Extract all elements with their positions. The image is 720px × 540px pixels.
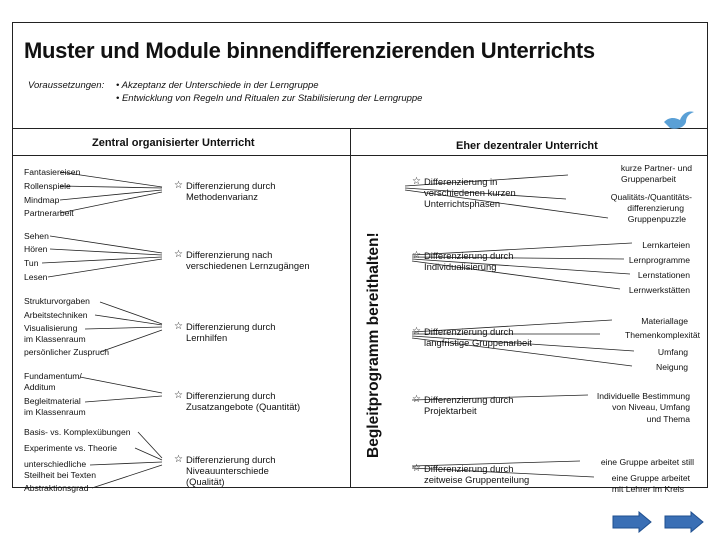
- list-item: Gruppenpuzzle: [627, 214, 686, 224]
- list-item: eine Gruppe arbeitet still: [600, 457, 694, 467]
- list-item: Individuelle Bestimmung: [596, 391, 690, 401]
- list-item: mit Lehrer im Kreis: [611, 484, 684, 494]
- list-item: Experimente vs. Theorie: [24, 443, 117, 453]
- side-note: Begleitprogramm bereithalten!: [365, 232, 382, 458]
- next-arrow-icon[interactable]: [664, 511, 704, 533]
- list-item: Lesen: [24, 272, 48, 282]
- star-icon: ☆: [412, 394, 421, 405]
- list-item: und Thema: [646, 414, 690, 424]
- module-projektarbeit: ☆ Differenzierung durch Projektarbeit: [412, 394, 514, 416]
- star-icon: ☆: [412, 326, 421, 337]
- prerequisite-item: • Entwicklung von Regeln und Ritualen zur Stabilisierung der Lerngruppe: [116, 93, 423, 104]
- module-kurze-phasen: ☆ Differenzierung in verschiedenen kurzen Unterrichtsphasen: [412, 176, 516, 209]
- list-item: Basis- vs. Komplexübungen: [24, 427, 131, 437]
- list-item: im Klassenraum: [24, 334, 86, 344]
- list-item: unterschiedliche: [24, 459, 87, 469]
- star-icon: ☆: [174, 321, 183, 332]
- list-item: Fundamentum/: [24, 371, 82, 381]
- list-item: persönlicher Zuspruch: [24, 347, 110, 357]
- list-item: Hören: [24, 244, 48, 254]
- list-item: Additum: [24, 382, 56, 392]
- list-item: Neigung: [655, 362, 688, 372]
- list-item: differenzierung: [627, 203, 684, 213]
- list-item: Begleitmaterial: [24, 396, 81, 406]
- list-item: Strukturvorgaben: [24, 296, 90, 306]
- star-icon: ☆: [174, 180, 183, 191]
- page-title: Muster und Module binnendifferenzierenden Unterrichts: [24, 38, 595, 63]
- list-item: Arbeitstechniken: [24, 310, 88, 320]
- star-icon: ☆: [412, 463, 421, 474]
- list-item: Fantasiereisen: [24, 167, 81, 177]
- prev-arrow-icon[interactable]: [612, 511, 652, 533]
- list-item: Gruppenarbeit: [621, 174, 676, 184]
- star-icon: ☆: [174, 249, 183, 260]
- module-niveauunterschiede: ☆ Differenzierung durch Niveauunterschiede (Qualität): [174, 454, 276, 487]
- module-gruppenarbeit: ☆ Differenzierung durch langfristige Gruppenarbeit: [412, 326, 532, 348]
- prerequisites-label: Voraussetzungen:: [28, 80, 105, 91]
- list-item: Tun: [24, 258, 39, 268]
- list-item: von Niveau, Umfang: [612, 402, 690, 412]
- list-item: Steilheit bei Texten: [24, 470, 96, 480]
- list-item: Lernstationen: [637, 270, 690, 280]
- list-item: Lernprogramme: [628, 255, 690, 265]
- list-item: eine Gruppe arbeitet: [611, 473, 690, 483]
- star-icon: ☆: [174, 454, 183, 465]
- list-item: Visualisierung: [24, 323, 78, 333]
- module-gruppenteilung: ☆ Differenzierung durch zeitweise Gruppenteilung: [412, 463, 530, 485]
- list-item: Sehen: [24, 231, 49, 241]
- module-zusatzangebote: ☆ Differenzierung durch Zusatzangebote (Quantität): [174, 390, 301, 412]
- module-methodenvarianz: ☆ Differenzierung durch Methodenvarianz: [174, 180, 276, 202]
- module-lernzugaenge: ☆ Differenzierung nach verschiedenen Lernzugängen: [174, 249, 310, 271]
- module-lernhilfen: ☆ Differenzierung durch Lernhilfen: [174, 321, 276, 343]
- list-item: Rollenspiele: [24, 181, 71, 191]
- list-item: kurze Partner- und: [620, 163, 692, 173]
- right-column-header: Eher dezentraler Unterricht: [456, 140, 598, 152]
- star-icon: ☆: [174, 390, 183, 401]
- star-icon: ☆: [412, 176, 421, 187]
- list-item: Qualitäts-/Quantitäts-: [610, 192, 692, 202]
- list-item: Abstraktionsgrad: [24, 483, 89, 493]
- list-item: Lernkarteien: [642, 240, 690, 250]
- list-item: Umfang: [657, 347, 688, 357]
- left-column-header: Zentral organisierter Unterricht: [92, 137, 255, 149]
- list-item: Lernwerkstätten: [628, 285, 690, 295]
- list-item: Partnerarbeit: [24, 208, 74, 218]
- list-item: Themenkomplexität: [625, 330, 700, 340]
- star-icon: ☆: [412, 250, 421, 261]
- list-item: Mindmap: [24, 195, 60, 205]
- prerequisite-item: • Akzeptanz der Unterschiede in der Lerngruppe: [116, 80, 319, 91]
- list-item: Materiallage: [641, 316, 688, 326]
- list-item: im Klassenraum: [24, 407, 86, 417]
- module-individualisierung: ☆ Differenzierung durch Individualisierung: [412, 250, 514, 272]
